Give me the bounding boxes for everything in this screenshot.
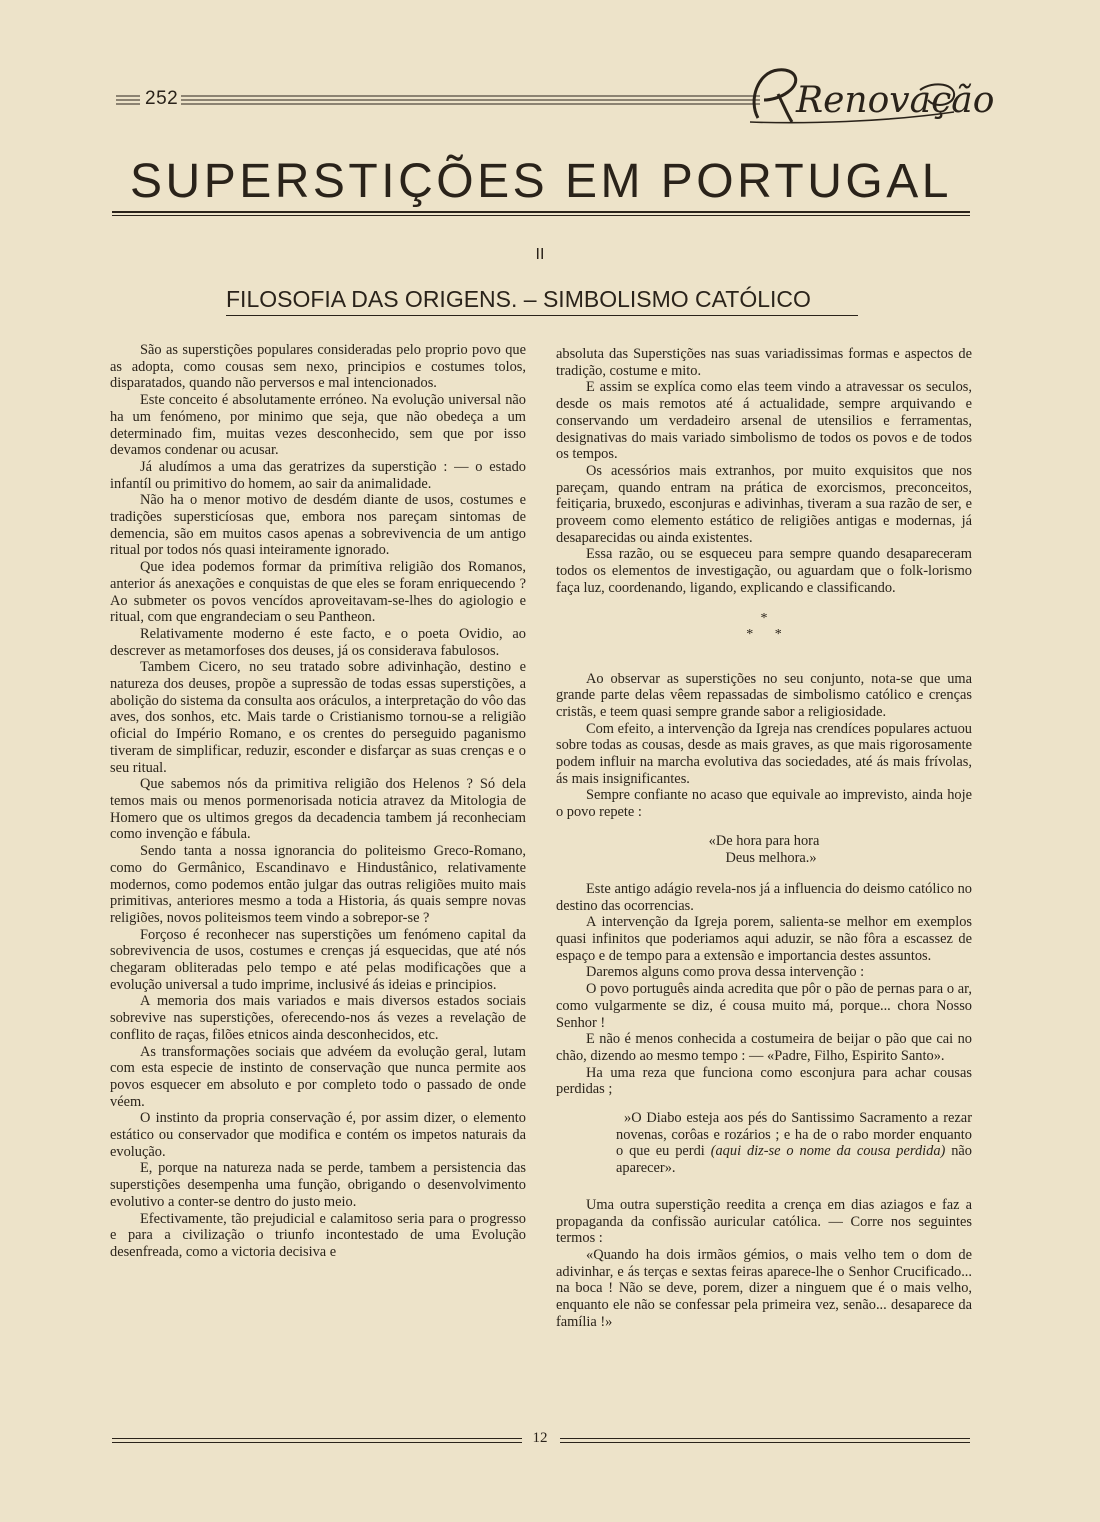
- paragraph: E assim se explíca como elas teem vindo a atravessar os seculos, desde os mais remotos até á actualidade, sempre arquivando e conservando um verdadeiro arsenal de utensilios e ferramentas, designativas do mais variado simbolismo de todos os povos e de todos os tempos.: [556, 379, 972, 463]
- subtitle-rule: [226, 315, 858, 316]
- article-subtitle: FILOSOFIA DAS ORIGENS. – SIMBOLISMO CATÓLICO: [226, 286, 811, 312]
- prayer-quote: [616, 1110, 972, 1177]
- paragraph: E não é menos conhecida a costumeira de beijar o pão que cai no chão, dizendo ao mesmo tempo : — «Padre, Filho, Espirito Santo».: [556, 1031, 972, 1064]
- paragraph: absoluta das Superstições nas suas variadissimas formas e aspectos de tradição, costume e mito.: [556, 346, 972, 379]
- verse-line: «De hora para hora: [708, 832, 820, 849]
- paragraph: Sendo tanta a nossa ignorancia do politeismo Greco-Romano, como do Germânico, Escandinavo e Hindustânico, relativamente modernos, como podemos então julgar das outras religiões muito mais primitivas, anteriores mesmo a toda a Historia, ás quais sempre novas religiões, novos politeismos teem vindo a sobrepor-se ?: [110, 843, 526, 926]
- paragraph: Já aludímos a uma das geratrizes da superstição : — o estado infantíl ou primitivo do homem, ao sair da animalidade.: [110, 458, 526, 492]
- paragraph: O instinto da propria conservação é, por assim dizer, o elemento estático ou conservador que modifica e contém os impetos naturais da evolução.: [110, 1110, 526, 1160]
- paragraph: Forçoso é reconhecer nas superstições um fenómeno capital da sobrevivencia de usos, costumes e crenças já esquecidas, que até nós chegaram obliteradas pelo tempo e até pelas modificações que a evolução universal a tudo imprime, inclusivé ás ideias e principios.: [110, 926, 526, 993]
- prayer-text-part: »O Diabo esteja aos pés do Santissimo Sacramento a rezar novenas, corôas e rozários ; e ha de o rabo morder enquanto o que eu perdi: [616, 1110, 972, 1160]
- right-column: [556, 346, 972, 1330]
- paragraph: São as superstições populares consideradas pelo proprio povo que as adopta, como cousas sem nexo, principios e costumes tolos, disparatados, quando não perversos e mal intencionados.: [110, 342, 526, 392]
- verse-quote: [556, 833, 972, 867]
- paragraph: Essa razão, ou se esqueceu para sempre quando desapareceram todos os elementos de investigação, ou aguardam que o folk-lorismo faça luz, coordenando, ligando, explicando e classificando.: [556, 546, 972, 596]
- title-rule-thin: [112, 215, 970, 216]
- paragraph: Daremos alguns como prova dessa intervenção :: [586, 964, 865, 981]
- paragraph: Que idea podemos formar da primítiva religião dos Romanos, anterior ás anexações e conquistas de que eles se foram enriquecendo ? Ao submeter os povos vencídos aproveitavam-se-lhes do agiologio e ritual, com que engrandeciam o seu Pantheon.: [110, 559, 526, 626]
- verse-line: Deus melhora.»: [725, 849, 817, 866]
- paragraph: A intervenção da Igreja porem, salienta-se melhor em exemplos quasi infinitos que poderiamos aqui aduzir, se não fôra a escassez de espaço e de tempo para a extensão e importancia destes assuntos.: [556, 914, 972, 964]
- paragraph: Ao observar as superstições no seu conjunto, nota-se que uma grande parte delas vêem repassadas de simbolismo católico e crenças cristãs, e teem quasi sempre grande sabor a religiosidade.: [556, 670, 972, 720]
- paragraph: Este antigo adágio revela-nos já a influencia do deismo católico no destino das ocorrencias.: [556, 880, 972, 914]
- paragraph: As transformações sociais que advéem da evolução geral, lutam com esta especie de instinto de conservação que nunca permite aos povos esquecer em absoluto e por completo todo o passado de onde véem.: [110, 1043, 526, 1110]
- paragraph: E, porque na natureza nada se perde, tambem a persistencia das superstições desempenha uma função, obrigando o desenvolvimento evolutivo a conter-se dentro do justo meio.: [110, 1160, 526, 1210]
- prayer-italic-note: (aqui diz-se o nome da cousa perdida): [710, 1143, 946, 1160]
- paragraph: «Quando ha dois irmãos gémios, o mais velho tem o dom de adivinhar, e ás terças e sextas feiras aparece-lhe o Senhor Crucificado... na boca ! Não se deve, porem, dizer a ninguem que é o mais velho, enquanto ele não se confessar pela primeira vez, senão... desaparece da família !»: [556, 1246, 972, 1330]
- paragraph: Não ha o menor motivo de desdém diante de usos, costumes e tradições supersticíosas que, embora nos pareçam sintomas de demencia, são em muitos casos apenas a sobrevivencia de um antigo ritual por todos nós quasi inteiramente ignorado.: [110, 492, 526, 559]
- page-number: 252: [142, 88, 181, 110]
- paragraph: Relativamente moderno é este facto, e o poeta Ovidio, ao descrever as metamorfoses dos deuses, já os considerava fabulosos.: [110, 625, 526, 659]
- title-rule: [112, 211, 970, 213]
- paragraph: Com efeito, a intervenção da Igreja nas crendíces populares actuou sobre todas as cousas, desde as mais graves, as que mais rigorosamente podem influir na marcha evolutiva das sociedades, até ás mais frívolas, ás mais insignificantes.: [556, 720, 972, 787]
- paragraph: Tambem Cicero, no seu tratado sobre adivinhação, destino e natureza dos deuses, propõe a supressão de todas essas superstições, a abolição do sistema da consulta aos oráculos, a interpretação do vôo das aves, dos sonhos, etc. Mais tarde o Cristianismo tornou-se a religião oficial do Império Romano, e os crentes do perseguido paganismo tiveram de simplificar, reduzir, esconder e disfarçar as suas crenças e o seu ritual.: [110, 659, 526, 776]
- paragraph: Os acessórios mais extranhos, por muito exquisitos que nos pareçam, quando entram na prática de exorcismos, preconceitos, feitiçaria, bruxedo, esconjuras e adivinhas, tiveram a sua razão de ser, e proveem como elemento estático de religiões antigas e modernas, já desaparecidas ou ainda existentes.: [556, 462, 972, 546]
- part-number: II: [535, 246, 545, 263]
- paragraph: O povo português ainda acredita que pôr o pão de pernas para o ar, como vulgarmente se diz, é cousa muito má, porque... chora Nosso Senhor !: [556, 981, 972, 1031]
- asterism-divider: [556, 611, 972, 643]
- article-title: SUPERSTIÇÕES EM PORTUGAL: [130, 155, 952, 208]
- paragraph: Sempre confiante no acaso que equivale ao imprevisto, ainda hoje o povo repete :: [556, 787, 972, 821]
- paragraph: Que sabemos nós da primitiva religião dos Helenos ? Só dela temos mais ou menos pormenorisada noticia atravez da Mitologia de Homero que os ultimos gregos da decadencia tambem já reconheciam como invenção e fábula.: [110, 776, 526, 843]
- magazine-logo: [744, 60, 995, 132]
- asterism-bottom: * *: [746, 626, 782, 642]
- paragraph: Este conceito é absolutamente erróneo. Na evolução universal não ha um fenómeno, por minimo que seja, que não obedeça a um determinado fim, muitas vezes desconhecido, sem que por isso devamos condenar ou acusar.: [110, 392, 526, 459]
- prayer-text: [616, 1110, 972, 1177]
- paragraph: Efectivamente, tão prejudicial e calamitoso seria para o progresso e para a civilização o triunfo incontestado de uma Evolução desenfreada, como a victoria decisiva e: [110, 1210, 526, 1260]
- paragraph: A memoria dos mais variados e mais diversos estados sociais sobrevive nas superstições, oferecendo-nos ás vezes a revelação de conflito de raças, filões etnicos ainda desconhecidos, etc.: [110, 993, 526, 1043]
- paragraph: Ha uma reza que funciona como esconjura para achar cousas perdidas ;: [556, 1064, 972, 1098]
- prayer-text-end: não aparecer».: [616, 1143, 972, 1177]
- asterism-top: *: [760, 610, 768, 626]
- left-column: [110, 342, 526, 1261]
- magazine-logo-text: Renovação: [796, 80, 995, 121]
- folio-number: 12: [532, 1430, 548, 1446]
- paragraph: Uma outra superstição reedita a crença em dias aziagos e faz a propaganda da confissão auricular católica. — Corre nos seguintes termos :: [556, 1196, 972, 1247]
